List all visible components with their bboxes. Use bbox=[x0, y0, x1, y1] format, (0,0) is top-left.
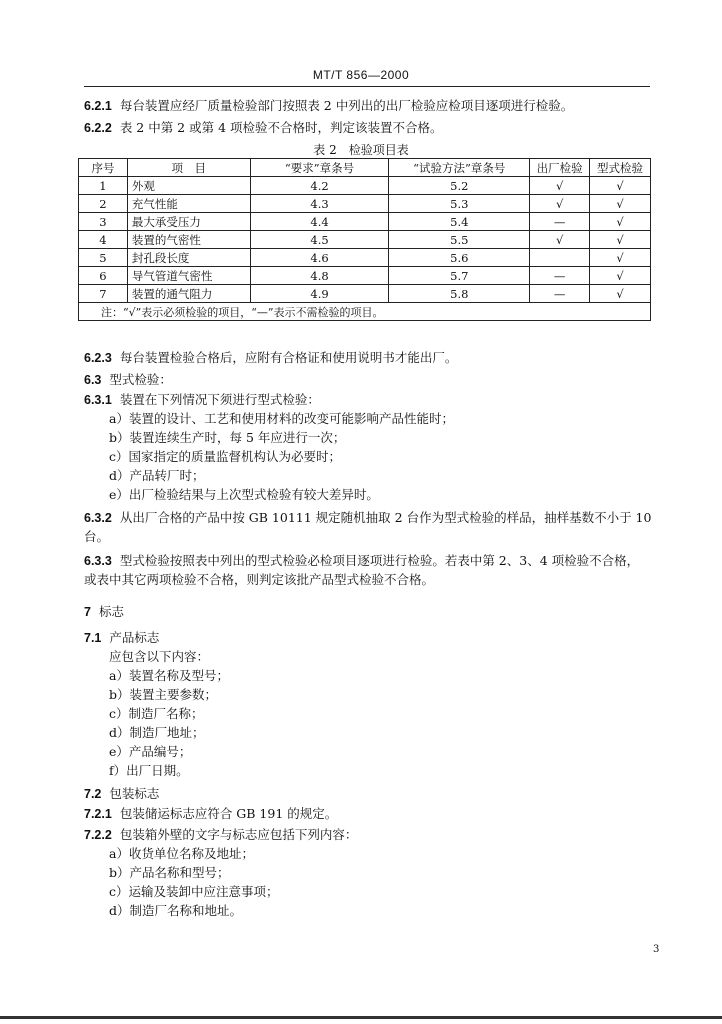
list-item: b）产品名称和型号； bbox=[109, 865, 230, 880]
cell-item: 导气管道气密性 bbox=[127, 267, 250, 285]
col-header-no: 序号 bbox=[79, 159, 128, 177]
clause-number: 7.1 bbox=[84, 631, 102, 645]
list-item: f）出厂日期。 bbox=[109, 763, 189, 778]
clause-number: 6.3 bbox=[84, 373, 102, 387]
list-item: b）装置连续生产时，每 5 年应进行一次； bbox=[109, 430, 346, 445]
clause-text: 包装标志 bbox=[109, 786, 160, 801]
list-item: b）装置主要参数； bbox=[109, 687, 218, 702]
cell-no: 1 bbox=[79, 177, 128, 195]
cell-test-method: 5.6 bbox=[389, 249, 530, 267]
list-item: a）装置的设计、工艺和使用材料的改变可能影响产品性能时； bbox=[109, 411, 454, 426]
clause-number: 7.2.2 bbox=[84, 828, 112, 842]
cell-factory-test: √ bbox=[530, 177, 590, 195]
cell-requirement: 4.3 bbox=[250, 195, 389, 213]
list-item: a）装置名称及型号； bbox=[109, 668, 229, 683]
clause-text: 包装箱外壁的文字与标志应包括下列内容： bbox=[119, 827, 358, 842]
inspection-table bbox=[78, 158, 651, 321]
cell-factory-test: — bbox=[530, 285, 590, 303]
cell-requirement: 4.8 bbox=[250, 267, 389, 285]
clause-7-2-1 bbox=[84, 806, 337, 822]
clause-text: 标志 bbox=[98, 604, 124, 619]
cell-no: 3 bbox=[79, 213, 128, 231]
table-caption: 表 2 检验项目表 bbox=[313, 143, 409, 157]
clause-6-3-3 bbox=[84, 553, 639, 569]
clause-text: 表 2 中第 2 或第 4 项检验不合格时，判定该装置不合格。 bbox=[119, 120, 443, 135]
cell-requirement: 4.2 bbox=[250, 177, 389, 195]
clause-6-2-2 bbox=[84, 120, 443, 136]
header-rule bbox=[84, 86, 650, 87]
table-row bbox=[79, 285, 651, 303]
list-item: c）国家指定的质量监督机构认为必要时； bbox=[109, 449, 342, 464]
clause-text: 每台装置应经厂质量检验部门按照表 2 中列出的出厂检验应检项目逐项进行检验。 bbox=[119, 98, 574, 113]
clause-6-3-2-cont: 台。 bbox=[84, 529, 110, 544]
cell-type-test: √ bbox=[590, 249, 651, 267]
list-item: d）制造厂地址； bbox=[109, 725, 205, 740]
clause-number: 6.3.1 bbox=[84, 393, 112, 407]
clause-number: 7.2 bbox=[84, 787, 102, 801]
cell-item: 最大承受压力 bbox=[127, 213, 250, 231]
cell-type-test: √ bbox=[590, 195, 651, 213]
clause-6-3-2 bbox=[84, 510, 651, 526]
clause-6-3-1 bbox=[84, 392, 320, 408]
list-item: c）制造厂名称； bbox=[109, 706, 204, 721]
clause-number: 6.3.2 bbox=[84, 511, 112, 525]
cell-test-method: 5.8 bbox=[389, 285, 530, 303]
clause-number: 6.2.3 bbox=[84, 351, 112, 365]
list-item: c）运输及装卸中应注意事项； bbox=[109, 884, 279, 899]
col-header-requirement: “要求”章条号 bbox=[250, 159, 389, 177]
cell-type-test: √ bbox=[590, 285, 651, 303]
cell-item: 外观 bbox=[127, 177, 250, 195]
cell-factory-test: √ bbox=[530, 231, 590, 249]
clause-text: 型式检验： bbox=[109, 372, 172, 387]
clause-text: 产品标志 bbox=[109, 630, 160, 645]
table-row bbox=[79, 231, 651, 249]
cell-test-method: 5.4 bbox=[389, 213, 530, 231]
clause-text: 包装储运标志应符合 GB 191 的规定。 bbox=[119, 806, 338, 821]
cell-test-method: 5.2 bbox=[389, 177, 530, 195]
clause-text: 装置在下列情况下须进行型式检验： bbox=[119, 392, 320, 407]
table-row bbox=[79, 249, 651, 267]
cell-test-method: 5.5 bbox=[389, 231, 530, 249]
cell-no: 4 bbox=[79, 231, 128, 249]
table-row bbox=[79, 195, 651, 213]
cell-requirement: 4.9 bbox=[250, 285, 389, 303]
page-header: MT/T 856—2000 bbox=[312, 68, 410, 82]
heading-7-1 bbox=[84, 630, 159, 646]
cell-no: 7 bbox=[79, 285, 128, 303]
table-row bbox=[79, 267, 651, 285]
page-number: 3 bbox=[653, 944, 660, 955]
list-item: e）产品编号； bbox=[109, 744, 192, 759]
clause-number: 7 bbox=[84, 605, 91, 619]
cell-type-test: √ bbox=[590, 213, 651, 231]
clause-number: 6.2.2 bbox=[84, 121, 112, 135]
list-item: a）收货单位名称及地址； bbox=[109, 846, 254, 861]
cell-type-test: √ bbox=[590, 231, 651, 249]
cell-no: 6 bbox=[79, 267, 128, 285]
list-item: d）制造厂名称和地址。 bbox=[109, 903, 243, 918]
cell-no: 2 bbox=[79, 195, 128, 213]
table-header-row bbox=[79, 159, 651, 177]
cell-factory-test: — bbox=[530, 267, 590, 285]
col-header-factory-test: 出厂检验 bbox=[530, 159, 590, 177]
clause-text: 每台装置检验合格后，应附有合格证和使用说明书才能出厂。 bbox=[119, 350, 458, 365]
scan-edge-divider bbox=[0, 1016, 722, 1019]
cell-test-method: 5.7 bbox=[389, 267, 530, 285]
heading-6-3 bbox=[84, 372, 172, 388]
clause-6-3-3-cont: 或表中其它两项检验不合格，则判定该批产品型式检验不合格。 bbox=[84, 572, 435, 587]
paragraph: 应包含以下内容： bbox=[109, 649, 210, 664]
col-header-type-test: 型式检验 bbox=[590, 159, 651, 177]
cell-factory-test: — bbox=[530, 213, 590, 231]
table-row bbox=[79, 177, 651, 195]
cell-type-test: √ bbox=[590, 267, 651, 285]
cell-factory-test: √ bbox=[530, 195, 590, 213]
clause-6-2-3 bbox=[84, 350, 457, 366]
clause-number: 7.2.1 bbox=[84, 807, 112, 821]
cell-requirement: 4.5 bbox=[250, 231, 389, 249]
cell-test-method: 5.3 bbox=[389, 195, 530, 213]
cell-requirement: 4.4 bbox=[250, 213, 389, 231]
clause-number: 6.3.3 bbox=[84, 554, 112, 568]
table-note-row bbox=[79, 303, 651, 321]
cell-item: 封孔段长度 bbox=[127, 249, 250, 267]
cell-item: 装置的通气阻力 bbox=[127, 285, 250, 303]
cell-item: 充气性能 bbox=[127, 195, 250, 213]
section-7-heading bbox=[84, 604, 124, 620]
list-item: d）产品转厂时； bbox=[109, 468, 205, 483]
table-note: 注：“√”表示必须检验的项目，“—”表示不需检验的项目。 bbox=[79, 303, 651, 321]
clause-text: 从出厂合格的产品中按 GB 10111 规定随机抽取 2 台作为型式检验的样品，抽样基数不小于 10 bbox=[119, 510, 652, 525]
cell-factory-test bbox=[530, 249, 590, 267]
heading-7-2 bbox=[84, 786, 159, 802]
cell-item: 装置的气密性 bbox=[127, 231, 250, 249]
cell-no: 5 bbox=[79, 249, 128, 267]
table-row bbox=[79, 213, 651, 231]
clause-text: 型式检验按照表中列出的型式检验必检项目逐项进行检验。若表中第 2、3、4 项检验不合格， bbox=[119, 553, 640, 568]
col-header-test-method: “试验方法”章条号 bbox=[389, 159, 530, 177]
clause-6-2-1 bbox=[84, 98, 573, 114]
list-item: e）出厂检验结果与上次型式检验有较大差异时。 bbox=[109, 487, 379, 502]
col-header-item: 项 目 bbox=[127, 159, 250, 177]
clause-number: 6.2.1 bbox=[84, 99, 112, 113]
cell-type-test: √ bbox=[590, 177, 651, 195]
clause-7-2-2 bbox=[84, 827, 357, 843]
cell-requirement: 4.6 bbox=[250, 249, 389, 267]
